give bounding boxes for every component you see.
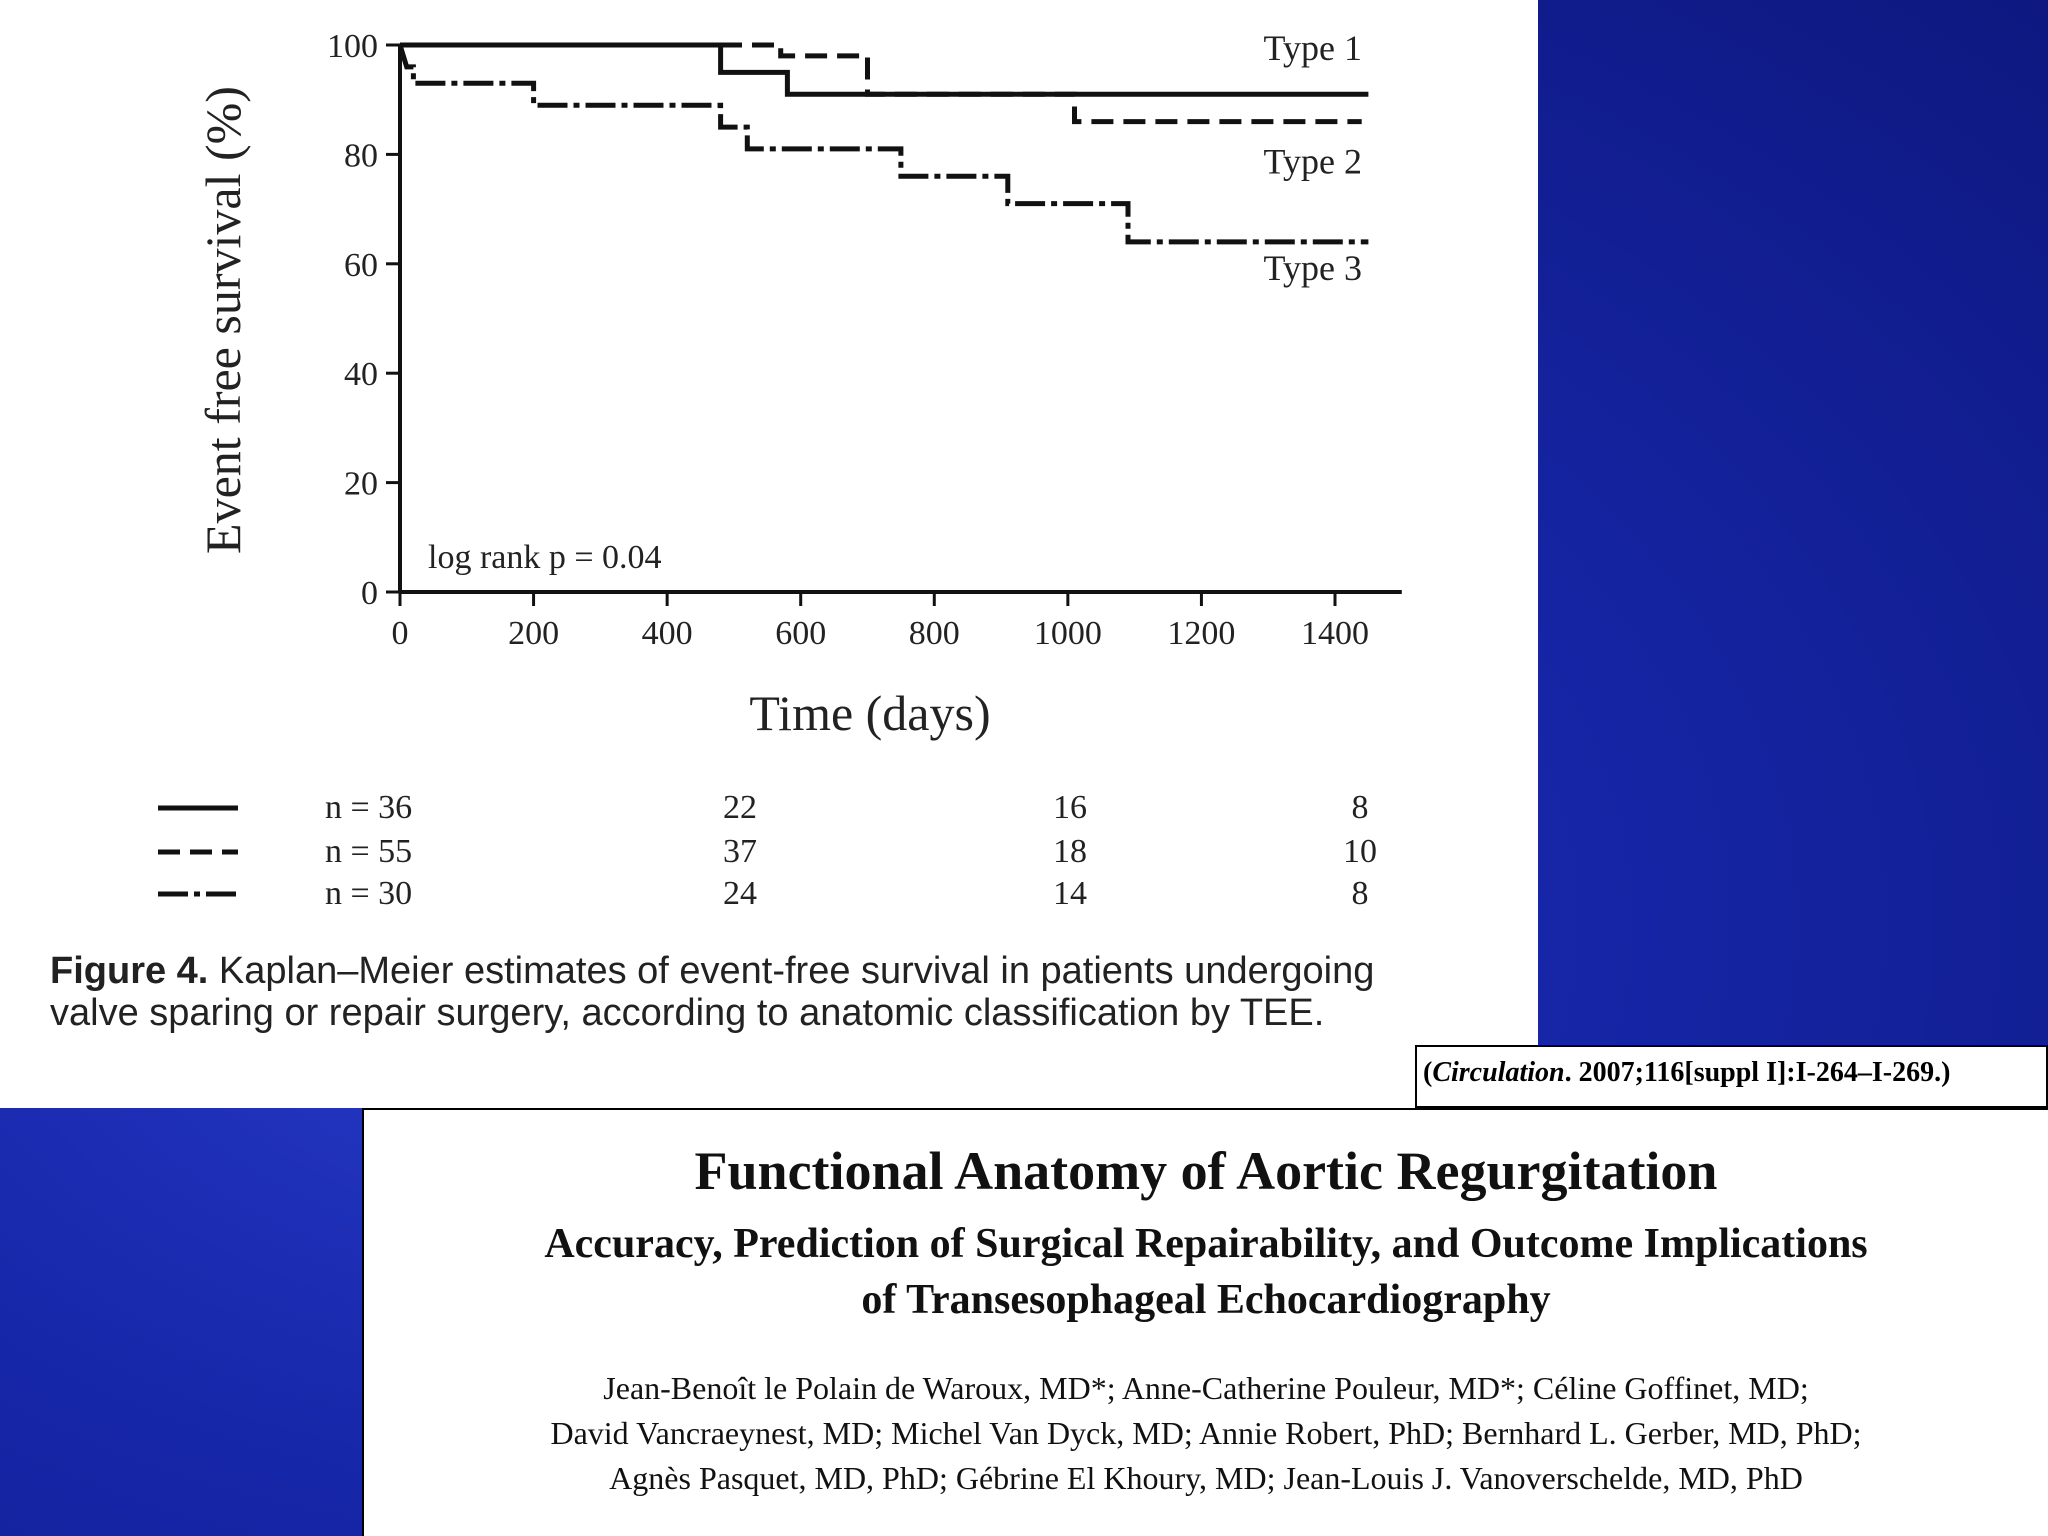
risk-table-cell: 22 — [723, 789, 757, 826]
risk-table-cell: 37 — [723, 833, 757, 870]
x-tick-label: 400 — [641, 615, 693, 652]
paper-authors — [364, 1366, 2048, 1501]
x-tick-label: 0 — [391, 615, 409, 652]
log-rank-annotation: log rank p = 0.04 — [428, 539, 662, 576]
authors-line-1: Jean-Benoît le Polain de Waroux, MD*; Anne-Catherine Pouleur, MD*; Céline Goffinet, MD; — [603, 1370, 1809, 1406]
citation-rest: . 2007;116[suppl I]:I-264–I-269.) — [1564, 1057, 1951, 1088]
risk-table-cell: 18 — [1053, 833, 1087, 870]
risk-table-cell: n = 55 — [325, 833, 413, 870]
y-tick-label: 0 — [361, 575, 378, 612]
km-chart — [0, 0, 1538, 940]
x-tick-label: 1200 — [1167, 615, 1236, 652]
km-curve-type-1 — [400, 45, 1368, 94]
caption-panel-background — [0, 1040, 1538, 1108]
citation-box — [1415, 1045, 2048, 1108]
y-tick-label: 40 — [344, 356, 378, 394]
caption-text: Kaplan–Meier estimates of event-free survival in patients undergoing valve sparing or repair surgery, according to anatomic classification by TEE. — [50, 950, 1375, 1034]
authors-line-2: David Vancraeynest, MD; Michel Van Dyck, MD; Annie Robert, PhD; Bernhard L. Gerber, MD, PhD; — [550, 1415, 1862, 1451]
risk-table-cell: 14 — [1053, 875, 1087, 912]
paper-title: Functional Anatomy of Aortic Regurgitation — [694, 1141, 1718, 1201]
y-tick-label: 20 — [344, 465, 378, 503]
risk-table-cell: 24 — [723, 875, 757, 912]
citation-journal: Circulation — [1432, 1057, 1565, 1088]
risk-table-cell: n = 30 — [325, 875, 413, 912]
risk-table-cell: 10 — [1343, 833, 1377, 870]
caption-label: Figure 4. — [50, 950, 209, 992]
risk-table-cell: 16 — [1053, 789, 1087, 826]
paper-subtitle — [364, 1216, 2048, 1328]
x-tick-label: 1000 — [1033, 615, 1102, 652]
risk-table-cell: 8 — [1351, 875, 1369, 912]
x-tick-label: 600 — [775, 615, 827, 652]
x-tick-label: 200 — [508, 615, 560, 652]
y-axis-label: Event free survival (%) — [195, 86, 251, 554]
figure-caption — [50, 950, 1470, 1034]
authors-line-3: Agnès Pasquet, MD, PhD; Gébrine El Khoury, MD; Jean-Louis J. Vanoverschelde, MD, PhD — [609, 1460, 1803, 1496]
paper-title-panel — [362, 1108, 2048, 1536]
series-label-type-2: Type 2 — [1263, 141, 1362, 182]
km-curve-type-3 — [400, 45, 1368, 242]
km-curve-type-2 — [400, 45, 1362, 122]
x-axis-label: Time (days) — [749, 685, 991, 741]
risk-table-cell: 8 — [1351, 789, 1369, 826]
x-tick-label: 1400 — [1301, 615, 1369, 652]
y-tick-label: 80 — [344, 137, 378, 175]
citation-open: ( — [1423, 1057, 1433, 1088]
risk-table-cell: n = 36 — [325, 789, 413, 826]
y-tick-label: 60 — [344, 246, 378, 284]
series-label-type-1: Type 1 — [1263, 28, 1362, 69]
paper-subtitle-line-1: Accuracy, Prediction of Surgical Repairability, and Outcome Implications — [544, 1221, 1868, 1267]
y-tick-label: 100 — [327, 28, 378, 65]
x-tick-label: 800 — [908, 615, 960, 652]
series-label-type-3: Type 3 — [1263, 247, 1362, 288]
paper-subtitle-line-2: of Transesophageal Echocardiography — [861, 1277, 1551, 1323]
